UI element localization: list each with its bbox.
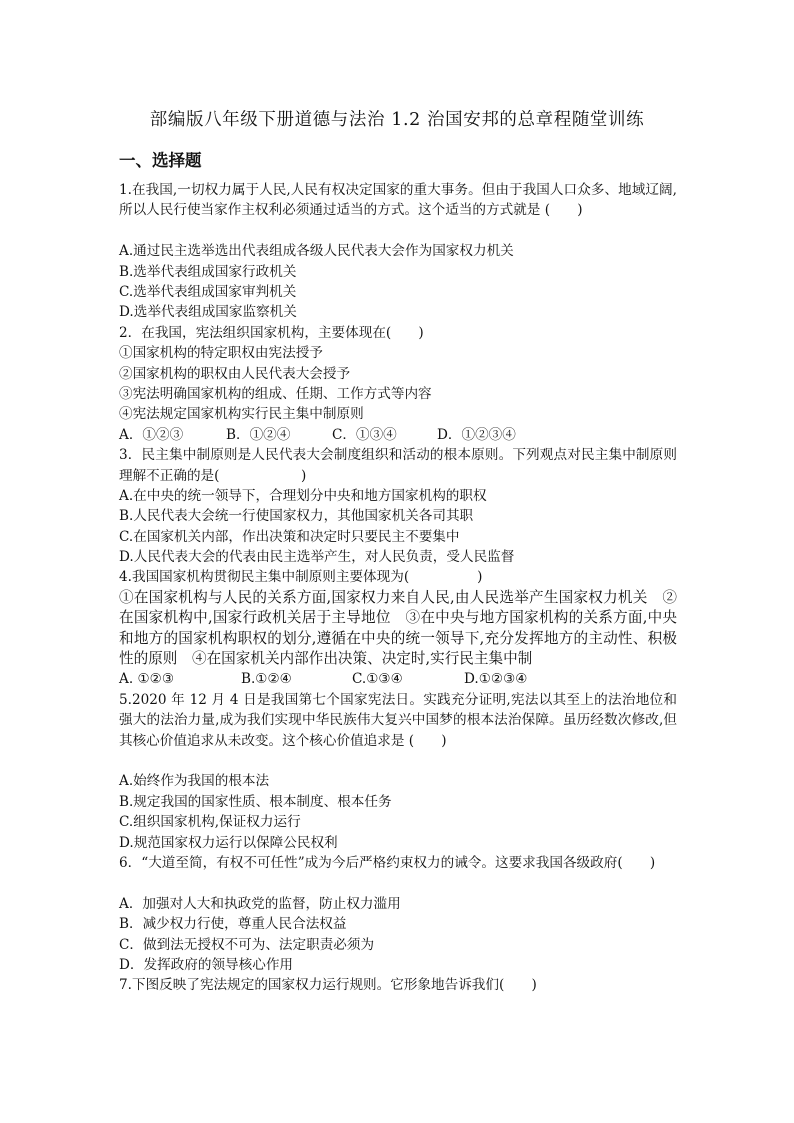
question-2-statement-2: ②国家机构的职权由人民代表大会授予: [119, 365, 351, 382]
question-2-options: [119, 425, 677, 445]
question-1-option-c: C.选举代表组成国家审判机关: [119, 283, 297, 300]
question-4-option-c: C.①③④: [352, 671, 403, 688]
question-5-stem: 5.2020 年 12 月 4 日是我国第七个国家宪法日。实践充分证明,宪法以其至上的法治地位和强大的法治力量,成为我们实现中华民族伟大复兴中国梦的根本法治保障。虽历经数次修改,但其核心价值追求从未改变。这个核心价值追求是 ( ): [119, 691, 677, 749]
question-2-stem: 2．在我国，宪法组织国家机构，主要体现在( ): [119, 324, 424, 341]
question-3-option-c: C.在国家机关内部，作出决策和决定时只要民主不要集中: [119, 528, 460, 545]
question-4-statements: ①在国家机构与人民的关系方面,国家权力来自人民,由人民选举产生国家权力机关 ②在国家机构中,国家行政机关居于主导地位 ③在中央与地方国家机构的关系方面,中央和地方的国家机构职权的划分,遵循在中央的统一领导下,充分发挥地方的主动性、积极性的原则 ④在国家机关内部作出决策、决定时,实行民主集中制: [119, 588, 677, 668]
question-4-option-b: B.①②④: [241, 671, 292, 688]
question-5-option-a: A.始终作为我国的根本法: [119, 773, 270, 790]
question-5-option-b: B.规定我国的国家性质、根本制度、根本任务: [119, 793, 392, 810]
question-2-statement-1: ①国家机构的特定职权由宪法授予: [119, 345, 323, 362]
question-2-option-d: D．①②③④: [437, 426, 516, 443]
question-7-stem: 7.下图反映了宪法规定的国家权力运行规则。它形象地告诉我们( ): [119, 977, 537, 994]
question-3-option-a: A.在中央的统一领导下，合理划分中央和地方国家机构的职权: [119, 487, 487, 504]
question-2-statement-4: ④宪法规定国家机构实行民主集中制原则: [119, 406, 364, 423]
question-list: [119, 180, 677, 996]
question-3-stem: 3．民主集中制原则是人民代表大会制度组织和活动的根本原则。下列观点对民主集中制原则理解不正确的是( ): [119, 447, 677, 484]
question-2-option-c: C．①③④: [332, 426, 397, 443]
question-4-option-d: D.①②③④: [464, 671, 528, 688]
question-1-option-a: A.通过民主选举选出代表组成各级人民代表大会作为国家权力机关: [119, 243, 514, 260]
question-4-option-a: A. ①②③: [119, 671, 175, 688]
question-6-option-a: A．加强对人大和执政党的监督，防止权力滥用: [119, 895, 401, 912]
section-heading: 一、选择题: [119, 151, 202, 170]
question-3-option-b: B.人民代表大会统一行使国家权力，其他国家机关各司其职: [119, 508, 474, 525]
question-6-option-d: D．发挥政府的领导核心作用: [119, 956, 294, 973]
question-6-option-c: C．做到法无授权不可为、法定职责必须为: [119, 936, 375, 953]
question-2-option-a: A．①②③: [119, 426, 184, 443]
question-5-option-c: C.组织国家机构,保证权力运行: [119, 814, 301, 831]
question-4-stem: 4.我国国家机构贯彻民主集中制原则主要体现为( ): [119, 569, 483, 586]
question-5-option-d: D.规范国家权力运行以保障公民权利: [119, 834, 338, 851]
question-1-option-d: D.选举代表组成国家监察机关: [119, 304, 297, 321]
question-3-option-d: D.人民代表大会的代表由民主选举产生，对人民负责，受人民监督: [119, 549, 515, 566]
question-2-statement-3: ③宪法明确国家机构的组成、任期、工作方式等内容: [119, 385, 432, 402]
document-title: 部编版八年级下册道德与法治 1.2 治国安邦的总章程随堂训练: [149, 110, 645, 130]
question-6-stem: 6．“大道至简，有权不可任性”成为今后严格约束权力的诫令。这要求我国各级政府( ): [119, 854, 656, 871]
question-2-option-b: B．①②④: [226, 426, 291, 443]
question-1-option-b: B.选举代表组成国家行政机关: [119, 263, 297, 280]
question-1-stem: 1.在我国,一切权力属于人民,人民有权决定国家的重大事务。但由于我国人口众多、地域辽阔,所以人民行使当家作主权利必须通过适当的方式。这个适当的方式就是 ( ): [119, 182, 677, 219]
question-4-options: [119, 669, 677, 689]
question-6-option-b: B．减少权力行使，尊重人民合法权益: [119, 916, 347, 933]
